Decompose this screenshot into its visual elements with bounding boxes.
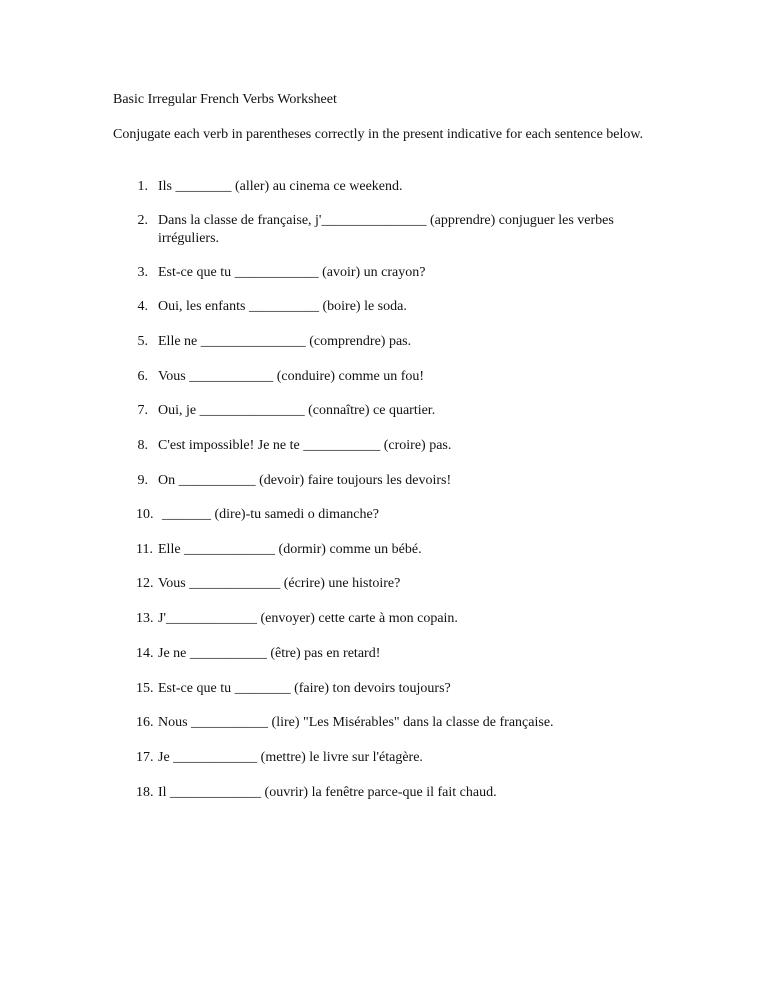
question-number: 16. <box>136 715 154 730</box>
question-number: 2. <box>137 213 148 228</box>
question-text: Vous _____________ (écrire) une histoire? <box>158 576 401 591</box>
question-text: Est-ce que tu ________ (faire) ton devoirs toujours? <box>158 681 451 696</box>
question-text: C'est impossible! Je ne te ___________ (croire) pas. <box>158 438 452 453</box>
question-number: 9. <box>137 473 148 488</box>
question-number: 18. <box>136 785 154 800</box>
question-number: 5. <box>137 334 148 349</box>
question-number: 12. <box>136 576 154 591</box>
question-text: J'_____________ (envoyer) cette carte à mon copain. <box>158 611 458 626</box>
question-text: Oui, les enfants __________ (boire) le soda. <box>158 299 407 314</box>
question-number: 17. <box>136 750 154 765</box>
question-text: Elle _____________ (dormir) comme un bébé. <box>158 542 422 557</box>
question-text: Je ____________ (mettre) le livre sur l'étagère. <box>158 750 423 765</box>
question-text: On ___________ (devoir) faire toujours les devoirs! <box>158 473 452 488</box>
question-text: Nous ___________ (lire) "Les Misérables" dans la classe de française. <box>158 715 554 730</box>
question-text: Oui, je _______________ (connaître) ce quartier. <box>158 403 436 418</box>
question-number: 7. <box>137 403 148 418</box>
worksheet-instructions: Conjugate each verb in parentheses correctly in the present indicative for each sentence below. <box>113 127 644 142</box>
worksheet-title: Basic Irregular French Verbs Worksheet <box>113 92 337 107</box>
question-number: 1. <box>137 179 148 194</box>
question-number: 14. <box>136 646 154 661</box>
question-number: 15. <box>136 681 154 696</box>
question-text: Il _____________ (ouvrir) la fenêtre parce-que il fait chaud. <box>158 785 497 800</box>
question-number: 13. <box>136 611 154 626</box>
question-text: Je ne ___________ (être) pas en retard! <box>158 646 381 661</box>
question-text: Elle ne _______________ (comprendre) pas. <box>158 334 412 349</box>
question-number: 8. <box>137 438 148 453</box>
question-text: Est-ce que tu ____________ (avoir) un crayon? <box>158 265 426 280</box>
question-number: 4. <box>137 299 148 314</box>
question-text: _______ (dire)-tu samedi o dimanche? <box>162 507 379 522</box>
question-number: 3. <box>137 265 148 280</box>
question-text: Dans la classe de française, j'_______________ (apprendre) conjuguer les verbes irréguliers. <box>158 213 614 246</box>
question-number: 10. <box>136 507 154 522</box>
question-text: Ils ________ (aller) au cinema ce weekend. <box>158 179 403 194</box>
question-number: 11. <box>136 542 153 557</box>
question-number: 6. <box>137 369 148 384</box>
question-text: Vous ____________ (conduire) comme un fou! <box>158 369 425 384</box>
